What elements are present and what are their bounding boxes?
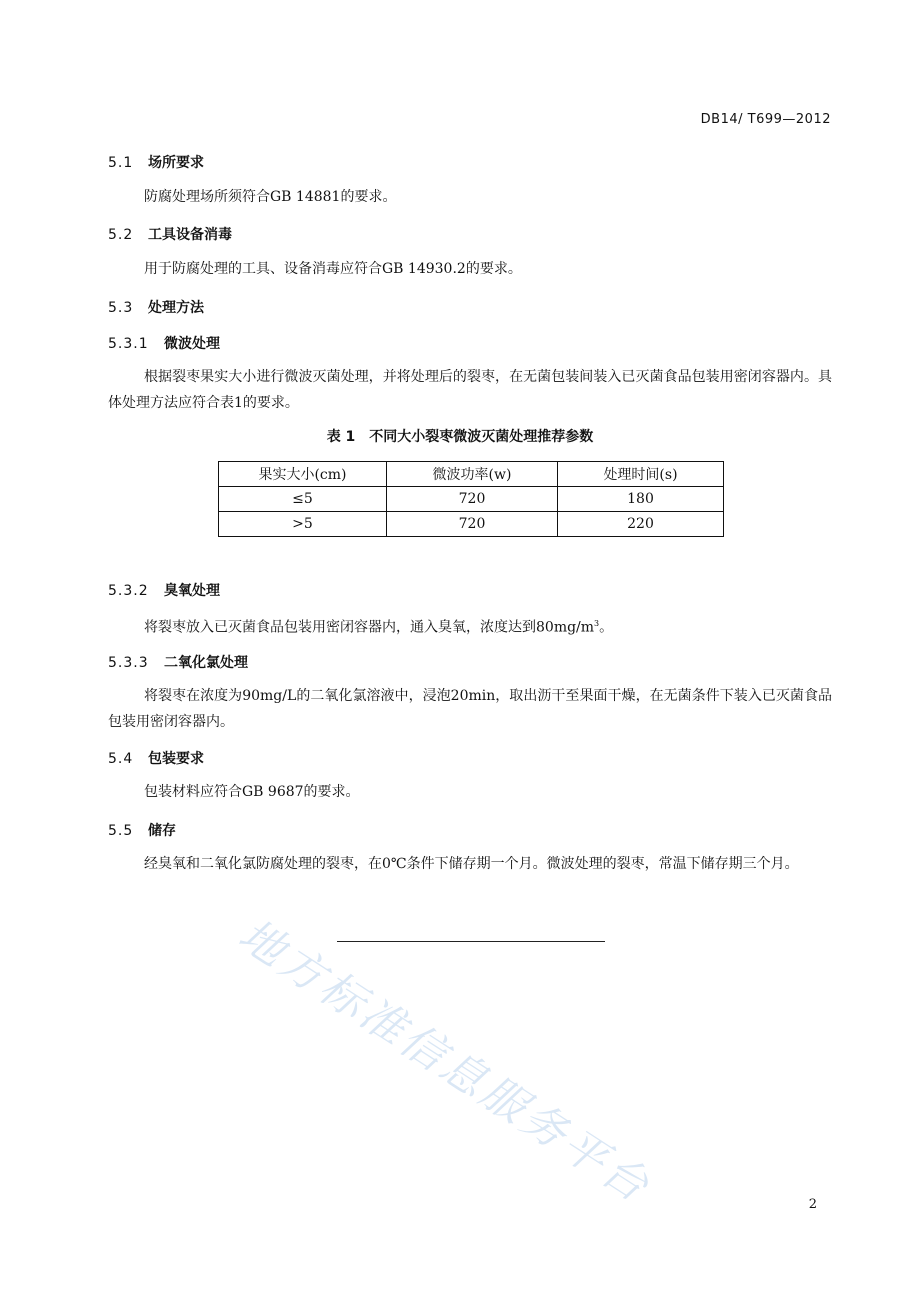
standard-code: DB14/ T699—2012 (700, 112, 831, 127)
section-title: 微波处理 (164, 336, 220, 352)
section-number: 5.5 (108, 823, 134, 839)
section-text-5-1: 防腐处理场所须符合GB 14881的要求。 (144, 189, 397, 205)
section-title: 二氧化氯处理 (164, 655, 248, 671)
section-number: 5.3 (108, 300, 134, 316)
table-header-row (219, 462, 724, 487)
page-number: 2 (808, 1197, 817, 1212)
table-caption: 表 1 不同大小裂枣微波灭菌处理推荐参数 (326, 429, 594, 445)
section-text-5-5: 经臭氧和二氧化氯防腐处理的裂枣，在0℃条件下储存期一个月。微波处理的裂枣，常温下储存期三个月。 (144, 856, 799, 872)
watermark-text: 地方标准信息服务平台 (229, 909, 660, 1214)
microwave-parameters-table (218, 461, 724, 537)
section-heading-5-3-1 (108, 333, 220, 353)
table-row (219, 487, 724, 512)
section-heading-5-4 (108, 748, 204, 768)
section-heading-5-3-2 (108, 580, 220, 600)
section-title: 工具设备消毒 (148, 227, 232, 243)
section-text-5-2: 用于防腐处理的工具、设备消毒应符合GB 14930.2的要求。 (144, 261, 522, 277)
section-title: 臭氧处理 (164, 583, 220, 599)
table-header-cell: 果实大小(cm) (219, 462, 387, 487)
table-header-cell: 处理时间(s) (558, 462, 724, 487)
section-number: 5.4 (108, 751, 134, 767)
section-title: 包装要求 (148, 751, 204, 767)
section-heading-5-3-3 (108, 652, 248, 672)
section-number: 5.2 (108, 227, 134, 243)
table-cell: 720 (387, 512, 558, 537)
table-cell: 720 (387, 487, 558, 512)
section-title: 场所要求 (148, 155, 204, 171)
section-text-5-3-3: 将裂枣在浓度为90mg/L的二氧化氯溶液中，浸泡20min，取出沥干至果面干燥，在无菌条件下装入已灭菌食品包装用密闭容器内。 (108, 688, 832, 730)
table-cell: 180 (558, 487, 724, 512)
section-heading-5-2 (108, 224, 232, 244)
section-text: 将裂枣放入已灭菌食品包装用密闭容器内，通入臭氧，浓度达到80mg/m (144, 619, 595, 636)
section-number: 5.3.2 (108, 583, 149, 599)
superscript: 3 (594, 619, 600, 628)
section-title: 储存 (148, 823, 176, 839)
table-header-cell: 微波功率(w) (387, 462, 558, 487)
section-text-end: 。 (599, 619, 614, 636)
section-heading-5-1 (108, 152, 204, 172)
end-rule (337, 941, 605, 942)
table-cell: ≤5 (219, 487, 387, 512)
table-row (219, 512, 724, 537)
section-heading-5-3 (108, 297, 204, 317)
section-number: 5.3.3 (108, 655, 149, 671)
section-text-5-3-1: 根据裂枣果实大小进行微波灭菌处理，并将处理后的裂枣，在无菌包装间装入已灭菌食品包装用密闭容器内。具体处理方法应符合表1的要求。 (108, 369, 832, 411)
section-number: 5.3.1 (108, 336, 149, 352)
section-number: 5.1 (108, 155, 134, 171)
table-cell: >5 (219, 512, 387, 537)
section-text-5-3-2 (108, 611, 832, 641)
section-heading-5-5 (108, 820, 176, 840)
section-text-5-4: 包装材料应符合GB 9687的要求。 (144, 784, 360, 800)
section-title: 处理方法 (148, 300, 204, 316)
table-cell: 220 (558, 512, 724, 537)
